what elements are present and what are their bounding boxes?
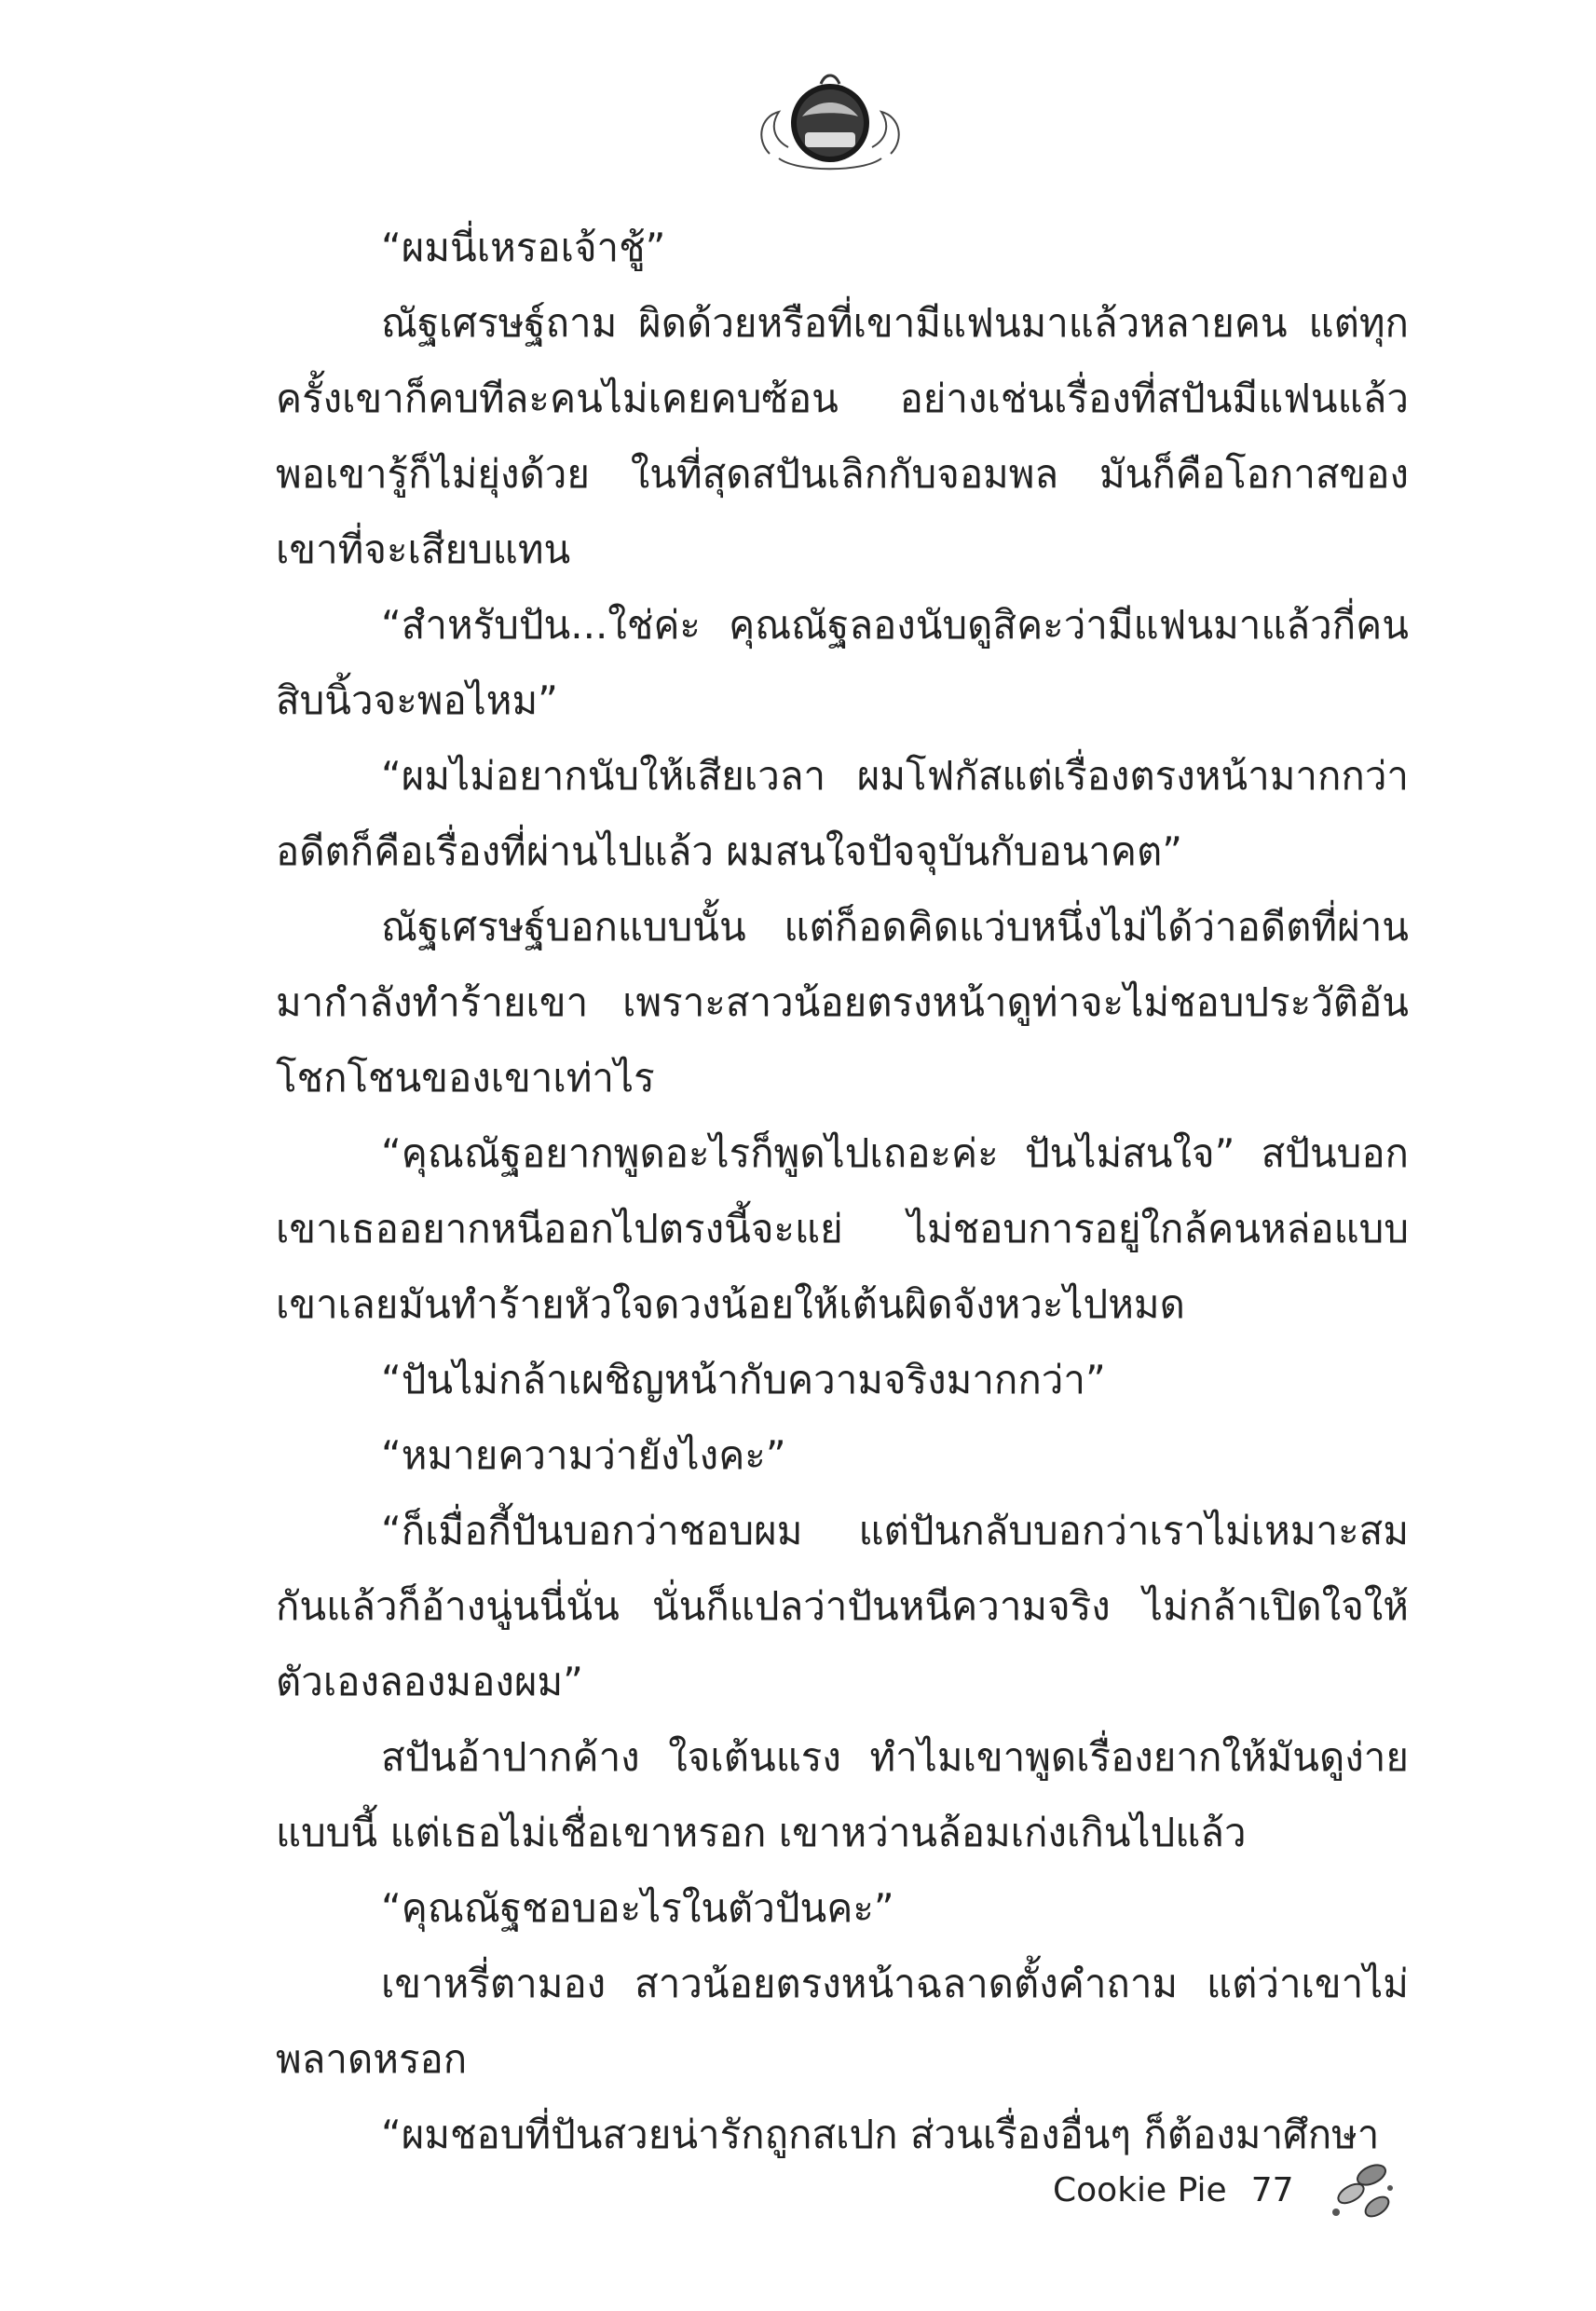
paragraph: เขาหรี่ตามอง สาวน้อยตรงหน้าฉลาดตั้งคำถาม แต่ว่าเขาไม่พลาดหรอก	[276, 1961, 1409, 2082]
paragraph: “คุณณัฐชอบอะไรในตัวปันคะ”	[381, 1885, 894, 1931]
page-number: 77	[1250, 2171, 1294, 2209]
book-title: Cookie Pie	[1053, 2171, 1227, 2209]
paragraph: ณัฐเศรษฐ์ถาม ผิดด้วยหรือที่เขามีแฟนมาแล้วหลายคน แต่ทุกครั้งเขาก็คบทีละคนไม่เคยคบซ้อน อย่างเช่นเรื่องที่สปันมีแฟนแล้วพอเขารู้ก็ไม่ยุ่งด้วย ในที่สุดสปันเลิกกับจอมพล มันก็คือโอกาสของเขาที่จะเสียบแทน	[276, 300, 1409, 572]
paragraph: “หมายความว่ายังไงคะ”	[381, 1432, 786, 1478]
body-text	[276, 210, 1409, 2172]
paragraph: สปันอ้าปากค้าง ใจเต้นแรง ทำไมเขาพูดเรื่องยากให้มันดูง่ายแบบนี้ แต่เธอไม่เชื่อเขาหรอก เขาหว่านล้อมเก่งเกินไปแล้ว	[276, 1734, 1409, 1855]
ornamental-emblem-icon	[751, 65, 909, 177]
paragraph: “ปันไม่กล้าเผชิญหน้ากับความจริงมากกว่า”	[381, 1357, 1106, 1402]
paragraph: “ผมไม่อยากนับให้เสียเวลา ผมโฟกัสแต่เรื่องตรงหน้ามากกว่าอดีตก็คือเรื่องที่ผ่านไปแล้ว ผมสนใจปัจจุบันกับอนาคต”	[276, 753, 1409, 874]
paragraph: “ผมชอบที่ปันสวยน่ารักถูกสเปก ส่วนเรื่องอื่นๆ ก็ต้องมาศึกษา	[381, 2112, 1380, 2157]
paragraph: “คุณณัฐอยากพูดอะไรก็พูดไปเถอะค่ะ ปันไม่สนใจ” สปันบอกเขาเธออยากหนีออกไปตรงนี้จะแย่ ไม่ชอบการอยู่ใกล้คนหล่อแบบเขาเลยมันทำร้ายหัวใจดวงน้อยให้เต้นผิดจังหวะไปหมด	[276, 1130, 1409, 1327]
paragraph: ณัฐเศรษฐ์บอกแบบนั้น แต่ก็อดคิดแว่บหนึ่งไม่ได้ว่าอดีตที่ผ่านมากำลังทำร้ายเขา เพราะสาวน้อยตรงหน้าดูท่าจะไม่ชอบประวัติอันโชกโชนของเขาเท่าไร	[276, 904, 1409, 1101]
paragraph: “สำหรับปัน...ใช่ค่ะ คุณณัฐลองนับดูสิคะว่ามีแฟนมาแล้วกี่คนสิบนิ้วจะพอไหม”	[276, 602, 1409, 723]
cookie-pieces-icon	[1323, 2160, 1398, 2223]
paragraph: “ผมนี่เหรอเจ้าชู้”	[381, 225, 666, 270]
paragraph: “ก็เมื่อกี้ปันบอกว่าชอบผม แต่ปันกลับบอกว่าเราไม่เหมาะสมกันแล้วก็อ้างนู่นนี่นั่น นั่นก็แปลว่าปันหนีความจริง ไม่กล้าเปิดใจให้ตัวเองลองมองผม”	[276, 1508, 1409, 1704]
page-footer	[1053, 2171, 1294, 2209]
